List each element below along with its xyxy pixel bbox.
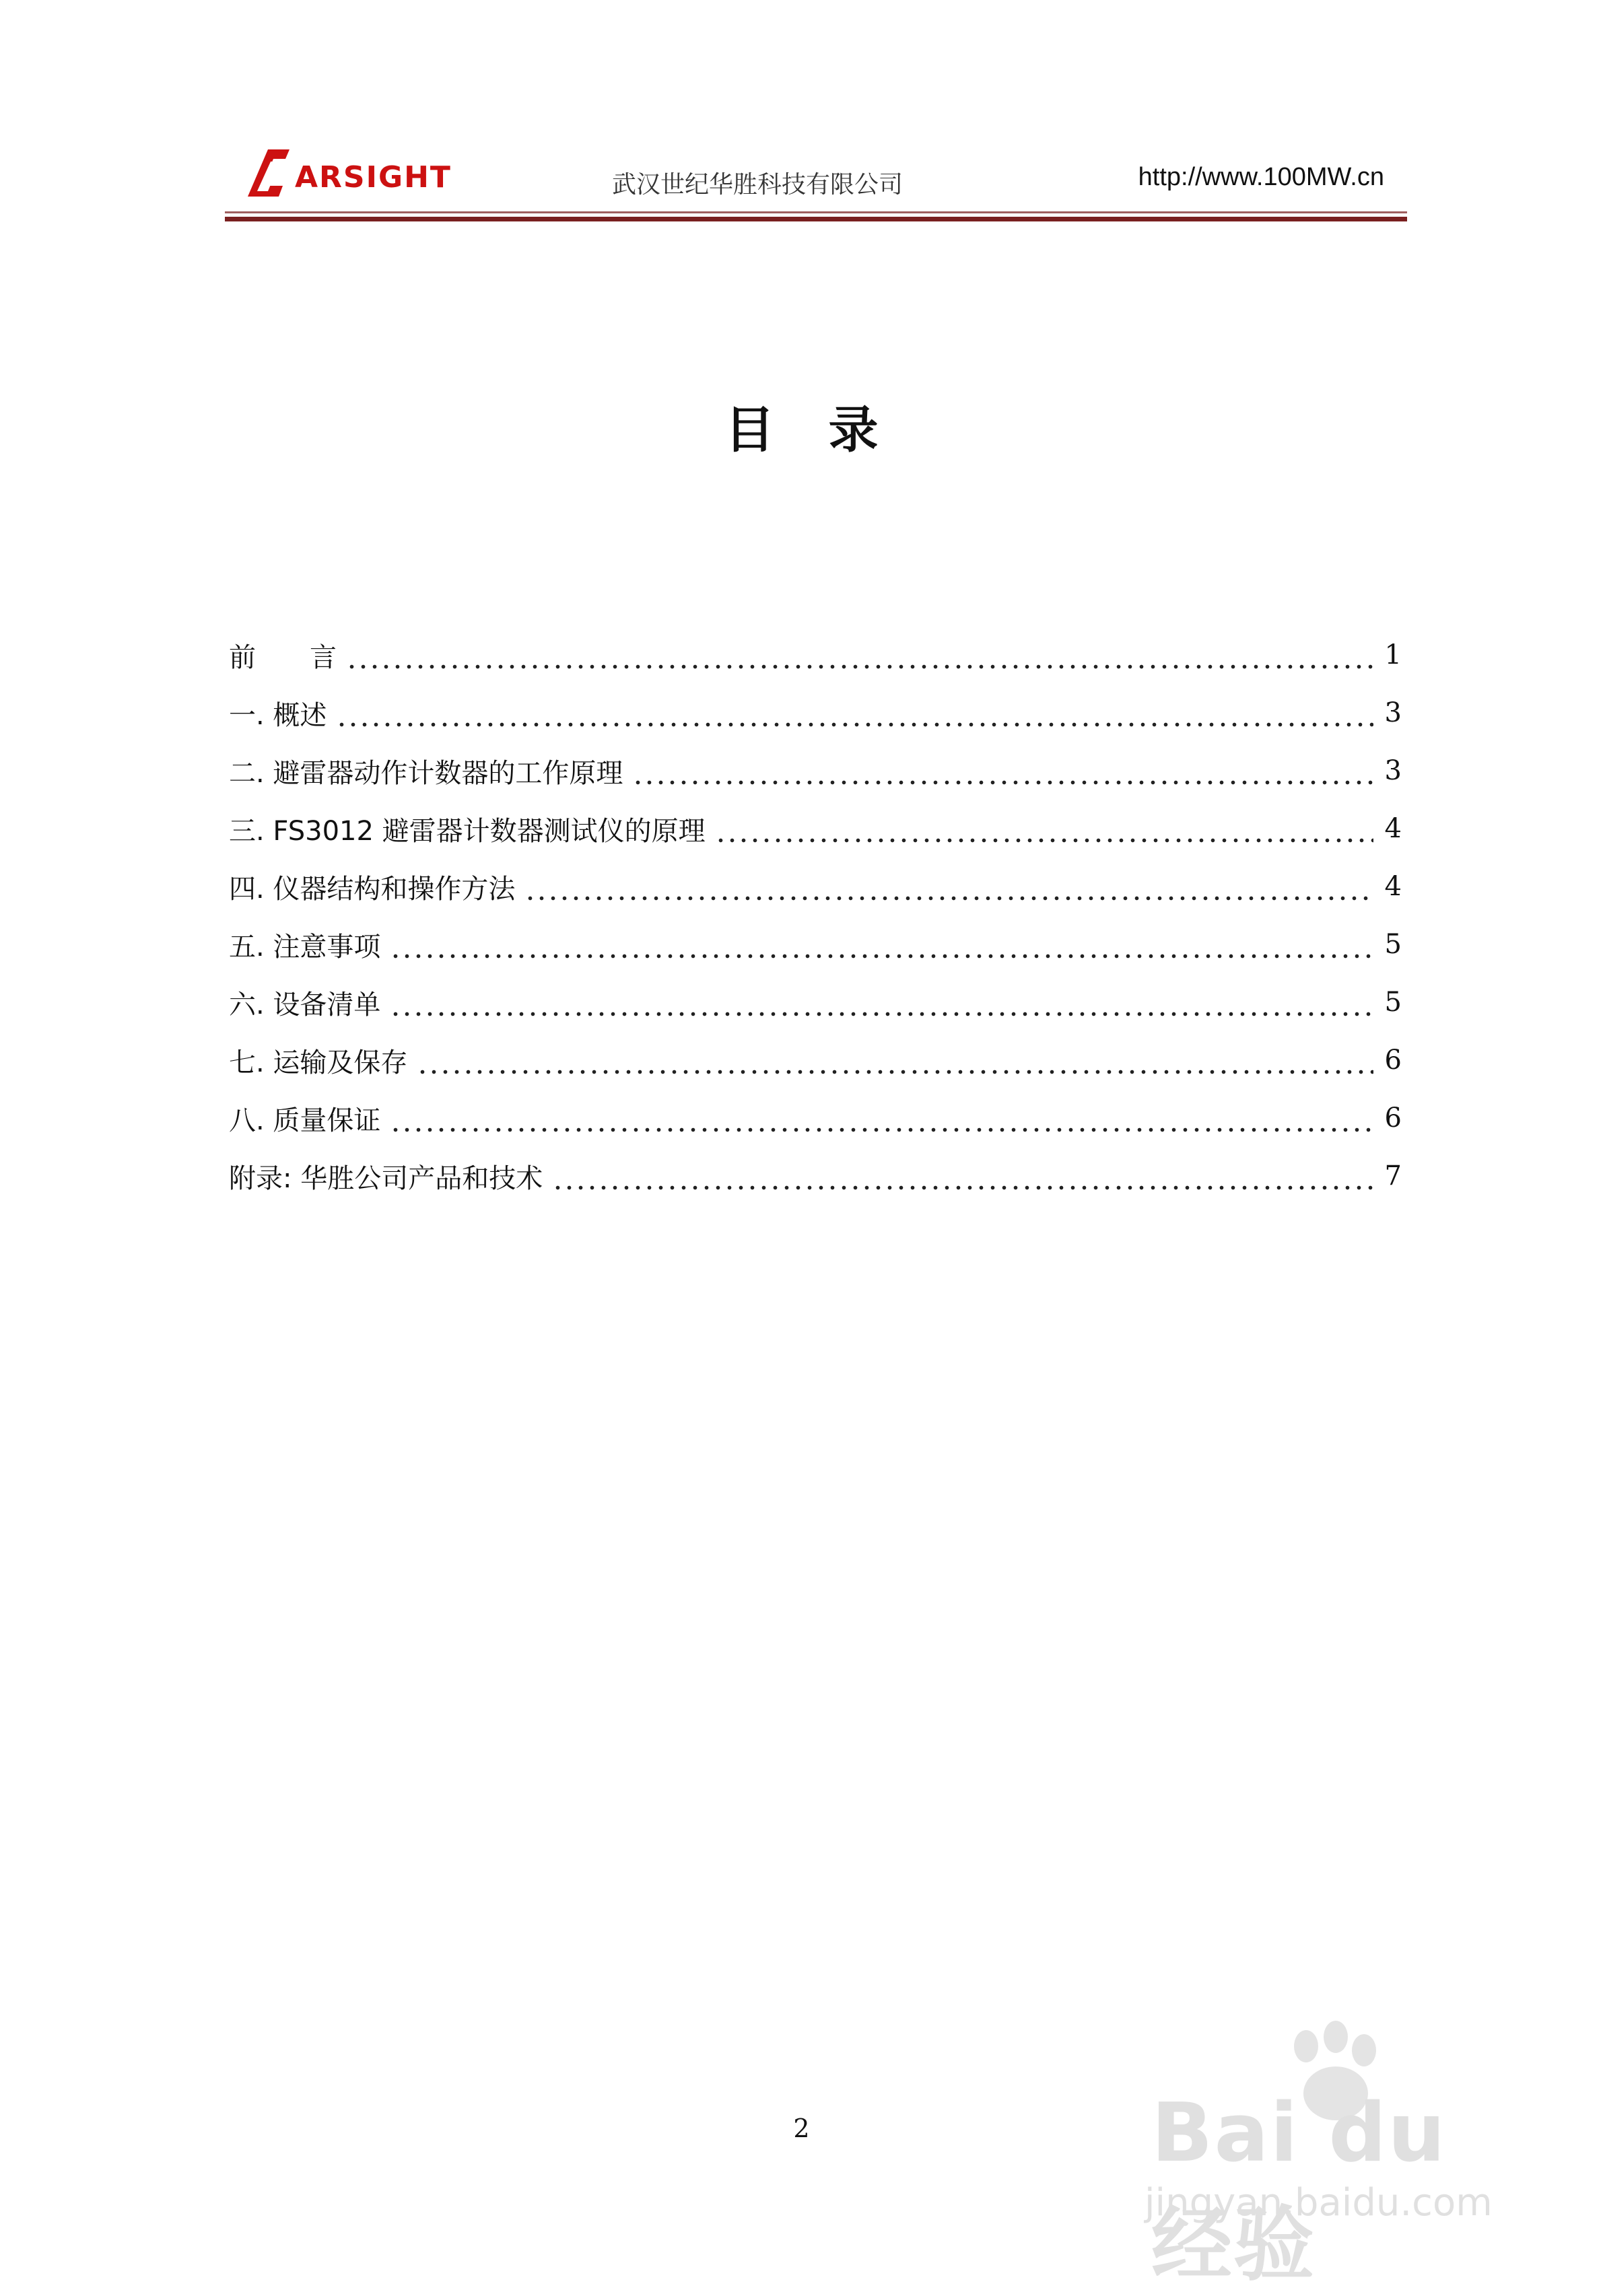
company-logo — [238, 144, 481, 202]
toc-entry-label: 六. 设备清单 — [229, 989, 381, 1020]
toc-entry-page: 6 — [1384, 1103, 1402, 1134]
toc-entry[interactable] — [229, 858, 1402, 915]
toc-entry[interactable] — [229, 800, 1402, 858]
company-name: 武汉世纪华胜科技有限公司 — [612, 171, 903, 199]
toc-entry-label: 三. FS3012 避雷器计数器测试仪的原理 — [229, 815, 706, 847]
toc-entry-label: 四. 仪器结构和操作方法 — [229, 873, 516, 905]
toc-leader-dots — [417, 1051, 1373, 1078]
page-header — [225, 141, 1407, 222]
toc-entry-page: 3 — [1384, 697, 1402, 728]
toc-entry-page: 7 — [1384, 1160, 1402, 1191]
toc-entry[interactable] — [229, 973, 1402, 1031]
page-title: 目录 — [724, 401, 932, 459]
toc-entry[interactable] — [229, 1147, 1402, 1205]
toc-entry-label: 前 言 — [229, 641, 337, 673]
toc-leader-dots — [715, 819, 1373, 846]
toc-entry[interactable] — [229, 684, 1402, 742]
watermark-sub-text: jingyan.baidu.com — [1145, 2181, 1493, 2225]
toc-entry-page: 4 — [1384, 871, 1402, 902]
page-number: 2 — [793, 2114, 810, 2143]
header-rule-thin — [225, 211, 1407, 213]
baidu-jingyan-watermark — [1138, 2019, 1515, 2292]
toc-entry-label: 二. 避雷器动作计数器的工作原理 — [229, 757, 623, 789]
toc-leader-dots — [390, 935, 1373, 962]
toc-entry-label: 附录: 华胜公司产品和技术 — [229, 1162, 543, 1194]
toc-entry-page: 5 — [1384, 929, 1402, 960]
toc-leader-dots — [552, 1167, 1373, 1193]
toc-entry-page: 4 — [1384, 813, 1402, 844]
toc-entry-page: 3 — [1384, 755, 1402, 786]
toc-entry-label: 一. 概述 — [229, 699, 327, 731]
toc-entry[interactable] — [229, 626, 1402, 684]
toc-entry[interactable] — [229, 1031, 1402, 1089]
header-rule-thick — [225, 217, 1407, 221]
toc-entry-page: 5 — [1384, 987, 1402, 1018]
logo-text: ARSIGHT — [295, 160, 452, 195]
toc-entry-label: 七. 运输及保存 — [229, 1047, 408, 1078]
company-url: http://www.100MW.cn — [1138, 163, 1384, 191]
toc-leader-dots — [336, 703, 1373, 730]
toc-entry-label: 五. 注意事项 — [229, 931, 381, 963]
toc-entry[interactable] — [229, 742, 1402, 800]
toc-entry[interactable] — [229, 1089, 1402, 1147]
table-of-contents — [229, 626, 1402, 1205]
logo-emblem-icon — [238, 144, 299, 202]
toc-leader-dots — [346, 646, 1373, 672]
toc-entry-page: 1 — [1384, 639, 1402, 670]
toc-leader-dots — [390, 1109, 1373, 1136]
toc-leader-dots — [390, 993, 1373, 1020]
toc-leader-dots — [632, 761, 1373, 788]
toc-entry-label: 八. 质量保证 — [229, 1105, 381, 1136]
watermark-main-text: Bai du 经验 — [1151, 2087, 1447, 2292]
toc-entry[interactable] — [229, 915, 1402, 973]
toc-entry-page: 6 — [1384, 1045, 1402, 1076]
toc-leader-dots — [524, 877, 1373, 904]
